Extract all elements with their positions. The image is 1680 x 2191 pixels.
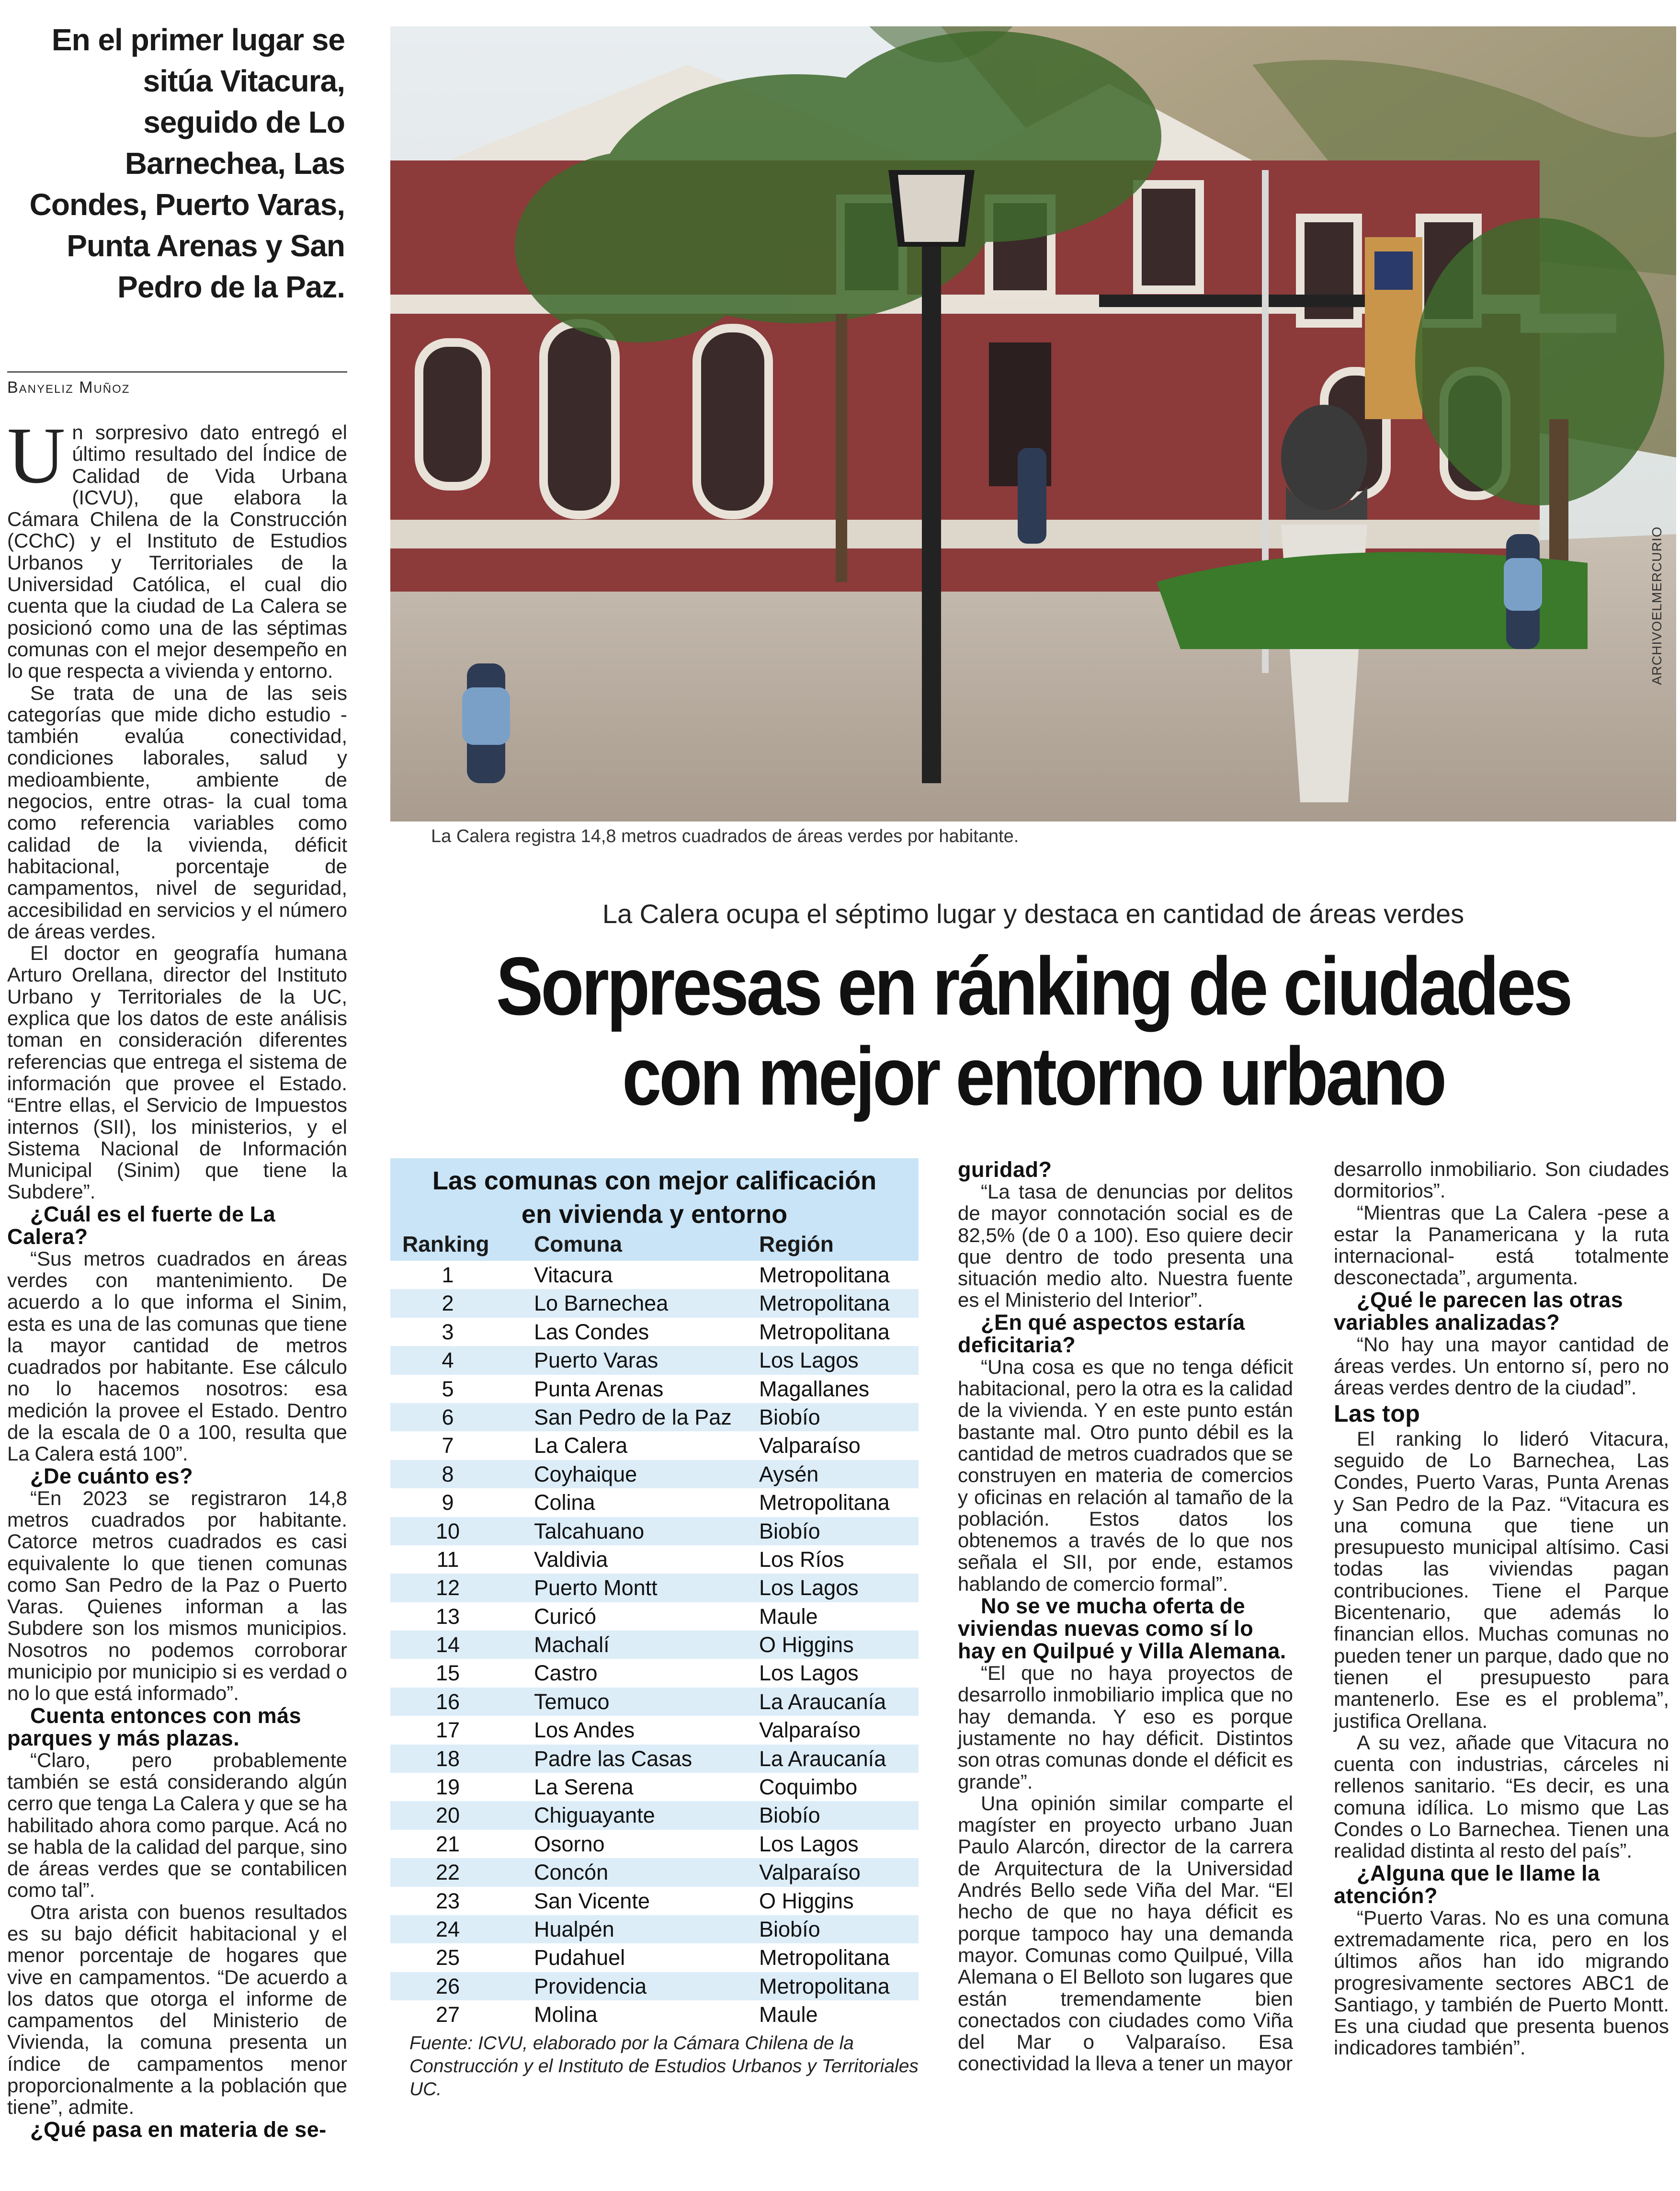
interview-question: ¿Alguna que le llame la atención? (1334, 1860, 1600, 1908)
cell-ranking: 14 (435, 1632, 460, 1657)
cell-region: Biobío (759, 1518, 820, 1543)
cell-comuna: Concón (534, 1860, 609, 1885)
cell-region: Biobío (759, 1404, 820, 1429)
cell-ranking: 26 (435, 1974, 460, 1998)
table-row (390, 1943, 919, 1972)
cell-comuna: Molina (534, 2002, 598, 2027)
cell-region: Metropolitana (759, 1974, 890, 1998)
cell-ranking: 20 (435, 1803, 460, 1828)
article-column-4 (1334, 1158, 1669, 2059)
cell-region: Metropolitana (759, 1291, 890, 1316)
cell-region: Valparaíso (759, 1433, 861, 1458)
cell-comuna: Los Andes (534, 1718, 635, 1743)
cell-comuna: Valdivia (534, 1547, 608, 1572)
photo-credit: ARCHIVOELMERCURIO (1649, 526, 1664, 685)
cell-comuna: Talcahuano (534, 1518, 645, 1543)
table-row (390, 1915, 919, 1943)
cell-ranking: 25 (435, 1945, 460, 1970)
headline-kicker: La Calera ocupa el séptimo lugar y destaca en cantidad de áreas verdes (602, 899, 1464, 929)
article-paragraph: El ranking lo lideró Vitacura, seguido de Lo Barnechea, Las Condes, Puerto Varas, Punta Arenas y San Pedro de la Paz. “Vitacura es una comuna que tiene un presupuesto municipal altísimo. Casi todas las viviendas pagan contribuciones. Tiene el Parque Bicentenario, que además lo financian ellos. Muchas comunas no pueden tener un parque, dado que no tienen el presupuesto para mantenerlo. Ese es el problema”, justifica Orellana. (1334, 1427, 1669, 1732)
cell-region: Valparaíso (759, 1718, 861, 1743)
cell-ranking: 18 (435, 1746, 460, 1771)
cell-ranking: 23 (435, 1888, 460, 1913)
cell-comuna: Temuco (534, 1689, 610, 1714)
article-paragraph: Otra arista con buenos resultados es su bajo déficit habitacional y el menor porcentaje de hogares que vive en campamentos. “De acuerdo a los datos que otorga el informe de campamentos del Ministerio de Vivienda, la comuna presenta un índice de campamentos menor proporcionalmente a la población que tiene”, admite. (7, 1900, 347, 2119)
table-title: Las comunas con mejor calificación en vivienda y entorno (390, 1158, 919, 1231)
cell-ranking: 7 (442, 1433, 454, 1458)
cell-comuna: Puerto Montt (534, 1575, 658, 1600)
table-row (390, 1403, 919, 1431)
table-body (390, 1261, 919, 2029)
cell-ranking: 15 (435, 1661, 460, 1686)
cell-comuna: Providencia (534, 1974, 647, 1998)
table-row (390, 1631, 919, 1659)
cell-comuna: Coyhaique (534, 1461, 637, 1486)
interview-question: Cuenta entonces con más parques y más plazas. (7, 1703, 302, 1750)
cell-region: O Higgins (759, 1632, 854, 1657)
article-paragraph: “No hay una mayor cantidad de áreas verdes. Un entorno sí, pero no áreas verdes dentro de la ciudad”. (1334, 1333, 1669, 1399)
cell-comuna: San Vicente (534, 1888, 650, 1913)
cell-comuna: Chiguayante (534, 1803, 655, 1828)
lead-summary: En el primer lugar se sitúa Vitacura, seguido de Lo Barnechea, Las Condes, Puerto Varas, Punta Arenas y San Pedro de la Paz. (29, 23, 345, 304)
cell-ranking: 11 (436, 1547, 459, 1572)
interview-question: ¿De cuánto es? (30, 1463, 193, 1488)
cell-ranking: 1 (442, 1263, 454, 1287)
table-row (390, 1289, 919, 1317)
article-paragraph: “Claro, pero probablemente también se está considerando algún cerro que tenga La Calera y que se ha habilitado ahora como parque. Acá no se habla de la calidad del parque, sino de áreas verdes que se contabilicen como tal”. (7, 1748, 347, 1902)
table-row (390, 1574, 919, 1602)
table-row (390, 1261, 919, 1289)
article-paragraph: A su vez, añade que Vitacura no cuenta con industrias, cárceles ni rellenos sanitario. “Es decir, es una comuna idílica. Lo mismo que Las Condes o Lo Barnechea. Tienen una realidad distinta al resto del país”. (1334, 1731, 1669, 1862)
cell-comuna: Machalí (534, 1632, 610, 1657)
cell-ranking: 13 (435, 1604, 460, 1629)
cell-comuna: Curicó (534, 1604, 597, 1629)
section-subhead: Las top (1334, 1400, 1420, 1427)
cell-region: Coquimbo (759, 1775, 858, 1800)
cell-comuna: Castro (534, 1661, 598, 1686)
cell-ranking: 4 (442, 1348, 454, 1373)
cell-region: Maule (759, 1604, 818, 1629)
table-row (390, 1488, 919, 1517)
cell-region: Los Lagos (759, 1348, 859, 1373)
cell-ranking: 8 (442, 1461, 454, 1486)
table-row (390, 1375, 919, 1403)
table-row (390, 1659, 919, 1687)
cell-ranking: 2 (442, 1291, 454, 1316)
cell-comuna: San Pedro de la Paz (534, 1404, 732, 1429)
cell-region: Metropolitana (759, 1490, 890, 1515)
cell-region: Metropolitana (759, 1319, 890, 1344)
article-paragraph: “Una cosa es que no tenga déficit habitacional, pero la otra es la calidad de la vivienda. Y en este punto están bastante mal. Otro punto débil es la cantidad de metros cuadrados que se construyen en materia de comercios y oficinas en relación al tamaño de la población. Estos datos los obtenemos a través de lo que nos señala el SII, por ende, estamos hablando de comercio formal”. (958, 1355, 1293, 1595)
cell-region: Los Lagos (759, 1661, 859, 1686)
table-row (390, 1688, 919, 1716)
cell-comuna: Padre las Casas (534, 1746, 692, 1771)
headline-line: con mejor entorno urbano (622, 1030, 1444, 1122)
cell-ranking: 24 (435, 1917, 460, 1941)
cell-ranking: 6 (442, 1404, 454, 1429)
photo-caption: La Calera registra 14,8 metros cuadrados de áreas verdes por habitante. (431, 826, 1019, 846)
news-photo (390, 26, 1676, 822)
cell-ranking: 3 (442, 1319, 454, 1344)
table-row (390, 1972, 919, 2000)
byline-rule (7, 371, 347, 373)
table-row (390, 1858, 919, 1886)
table-row (390, 1887, 919, 1915)
table-row (390, 2000, 919, 2029)
table-row (390, 1801, 919, 1829)
cell-ranking: 5 (442, 1376, 454, 1401)
article-paragraph: “La tasa de denuncias por delitos de mayor connotación social es de 82,5% (de 0 a 100). Eso quiere decir que dentro de todo presenta una situación medio alto. Nuestra fuente es el Ministerio del Interior”. (958, 1180, 1293, 1312)
interview-question: guridad? (958, 1157, 1052, 1182)
cell-region: Los Lagos (759, 1831, 859, 1856)
cell-ranking: 12 (435, 1575, 460, 1600)
article-paragraph: “Mientras que La Calera -pese a estar la Panamericana y la ruta internacional- está totalmente desconectada”, argumenta. (1334, 1201, 1669, 1289)
cell-region: Magallanes (759, 1376, 870, 1401)
article-paragraph: Un sorpresivo dato entregó el último resultado del Índice de Calidad de Vida Urbana (ICVU), que elabora la Cámara Chilena de la Construcción (CChC) y el Instituto de Estudios Urbanos y Territoriales de la Universidad Católica, el cual dio cuenta que la ciudad de La Calera se posicionó como una de las séptimas comunas con el mejor desempeño en lo que respecta a vivienda y entorno. (7, 411, 347, 683)
drop-cap: U (7, 411, 66, 500)
cell-region: Biobío (759, 1803, 820, 1828)
table-row (390, 1318, 919, 1346)
cell-comuna: Hualpén (534, 1917, 614, 1941)
headline-line: Sorpresas en ránking de ciudades (496, 940, 1571, 1032)
article-column-3 (958, 1158, 1293, 2075)
table-row (390, 1830, 919, 1858)
cell-region: Maule (759, 2002, 818, 2027)
cell-comuna: La Serena (534, 1775, 634, 1800)
table-row (390, 1602, 919, 1631)
table-row (390, 1716, 919, 1744)
article-paragraph: desarrollo inmobiliario. Son ciudades dormitorios”. (1334, 1158, 1669, 1202)
table-row (390, 1460, 919, 1488)
interview-question: No se ve mucha oferta de viviendas nuevas como sí lo hay en Quilpué y Villa Alemana. (958, 1594, 1286, 1664)
article-paragraph: “En 2023 se registraron 14,8 metros cuadrados por habitante. Catorce metros cuadrados es casi equivalente lo que tienen comunas como San Pedro de la Paz o Puerto Varas. Quienes informan a las Subdere son los mismos municipios. Nosotros no podemos corroborar municipio por municipio si es verdad o no lo que está informado”. (7, 1486, 347, 1705)
cell-region: Valparaíso (759, 1860, 861, 1885)
interview-question: ¿Cuál es el fuerte de La Calera? (7, 1201, 276, 1249)
cell-region: O Higgins (759, 1888, 854, 1913)
cell-ranking: 21 (435, 1831, 460, 1856)
cell-region: Los Ríos (759, 1547, 844, 1572)
table-header-row (390, 1231, 919, 1261)
interview-question: ¿Qué le parecen las otras variables analizadas? (1334, 1287, 1623, 1335)
table-row (390, 1517, 919, 1545)
ranking-table (390, 1158, 919, 2101)
cell-region: Aysén (759, 1461, 819, 1486)
column-header-ranking: Ranking (402, 1232, 489, 1256)
column-header-comuna: Comuna (534, 1232, 622, 1256)
cell-ranking: 27 (435, 2002, 460, 2027)
cell-ranking: 16 (435, 1689, 460, 1714)
cell-ranking: 9 (442, 1490, 454, 1515)
cell-comuna: Punta Arenas (534, 1376, 664, 1401)
byline: Banyeliz Muñoz (7, 378, 130, 397)
cell-comuna: Colina (534, 1490, 595, 1515)
cell-region: Biobío (759, 1917, 820, 1941)
cell-ranking: 17 (435, 1718, 460, 1743)
headline (480, 941, 1586, 1121)
cell-region: Metropolitana (759, 1945, 890, 1970)
cell-region: La Araucanía (759, 1746, 886, 1771)
cell-ranking: 22 (435, 1860, 460, 1885)
article-paragraph: “Sus metros cuadrados en áreas verdes con mantenimiento. De acuerdo a lo que informa el Sinim, esta es una de las comunas que tiene la mayor cantidad de metros cuadrados por habitante. Ese cálculo no lo hacemos nosotros: esa medición la provee el Estado. Dentro de la escala de 0 a 100, resulta que La Calera está 100”. (7, 1247, 347, 1465)
article-paragraph: “El que no haya proyectos de desarrollo inmobiliario implica que no hay demanda. Y eso es porque justamente no hay déficit. Distintos son otras comunas donde el déficit es grande”. (958, 1662, 1293, 1793)
cell-comuna: Lo Barnechea (534, 1291, 669, 1316)
cell-comuna: La Calera (534, 1433, 628, 1458)
article-paragraph: El doctor en geografía humana Arturo Orellana, director del Instituto Urbano y Territoriales de la UC, explica que los datos de este análisis toman en consideración diferentes referencias que entrega el sistema de información que provee el Estado. “Entre ellas, el Servicio de Impuestos internos (SII), los ministerios, y el Sistema Nacional de Información Municipal (Sinim) que tiene la Subdere”. (7, 942, 347, 1203)
table-row (390, 1745, 919, 1773)
cell-comuna: Osorno (534, 1831, 605, 1856)
cell-region: Metropolitana (759, 1263, 890, 1287)
cell-region: Los Lagos (759, 1575, 859, 1600)
cell-comuna: Puerto Varas (534, 1348, 658, 1373)
cell-ranking: 10 (435, 1518, 460, 1543)
interview-question: ¿En qué aspectos estaría deficitaria? (958, 1310, 1245, 1357)
cell-comuna: Las Condes (534, 1319, 649, 1344)
column-header-region: Región (759, 1232, 834, 1256)
table-row (390, 1545, 919, 1574)
table-row (390, 1773, 919, 1801)
cell-ranking: 19 (435, 1775, 460, 1800)
article-paragraph: Una opinión similar comparte el magíster en proyecto urbano Juan Paulo Alarcón, director de la carrera de Arquitectura de la Universidad Andrés Bello sede Viña del Mar. “El hecho de que no haya déficit es porque tampoco hay una demanda mayor. Comunas como Quilpué, Villa Alemana o El Belloto son lugares que están tremendamente bien conectados con ciudades como Viña del Mar o Valparaíso. Esa conectividad la lleva a tener un mayor (958, 1792, 1293, 2075)
cell-comuna: Pudahuel (534, 1945, 625, 1970)
table-row (390, 1431, 919, 1460)
table-source: Fuente: ICVU, elaborado por la Cámara Chilena de la Construcción y el Instituto de Estudios Urbanos y Territoriales UC. (409, 2032, 919, 2100)
cell-region: La Araucanía (759, 1689, 886, 1714)
cell-comuna: Vitacura (534, 1263, 613, 1287)
article-paragraph: “Puerto Varas. No es una comuna extremadamente rica, pero en los últimos años han ido migrando progresivamente sectores ABC1 de Santiago, y también de Puerto Montt. Es una ciudad que presenta buenos indicadores también”. (1334, 1906, 1669, 2059)
table-row (390, 1346, 919, 1374)
article-column-1 (7, 411, 347, 2142)
interview-question: ¿Qué pasa en materia de se- (30, 2117, 327, 2142)
article-paragraph: Se trata de una de las seis categorías que mide dicho estudio -también evalúa conectividad, condiciones laborales, salud y medioambiente, ambiente de negocios, entre otras- la cual toma como referencia variables como calidad de la vivienda, déficit habitacional, porcentaje de campamentos, nivel de seguridad, accesibilidad en servicios y el número de áreas verdes. (7, 681, 347, 943)
